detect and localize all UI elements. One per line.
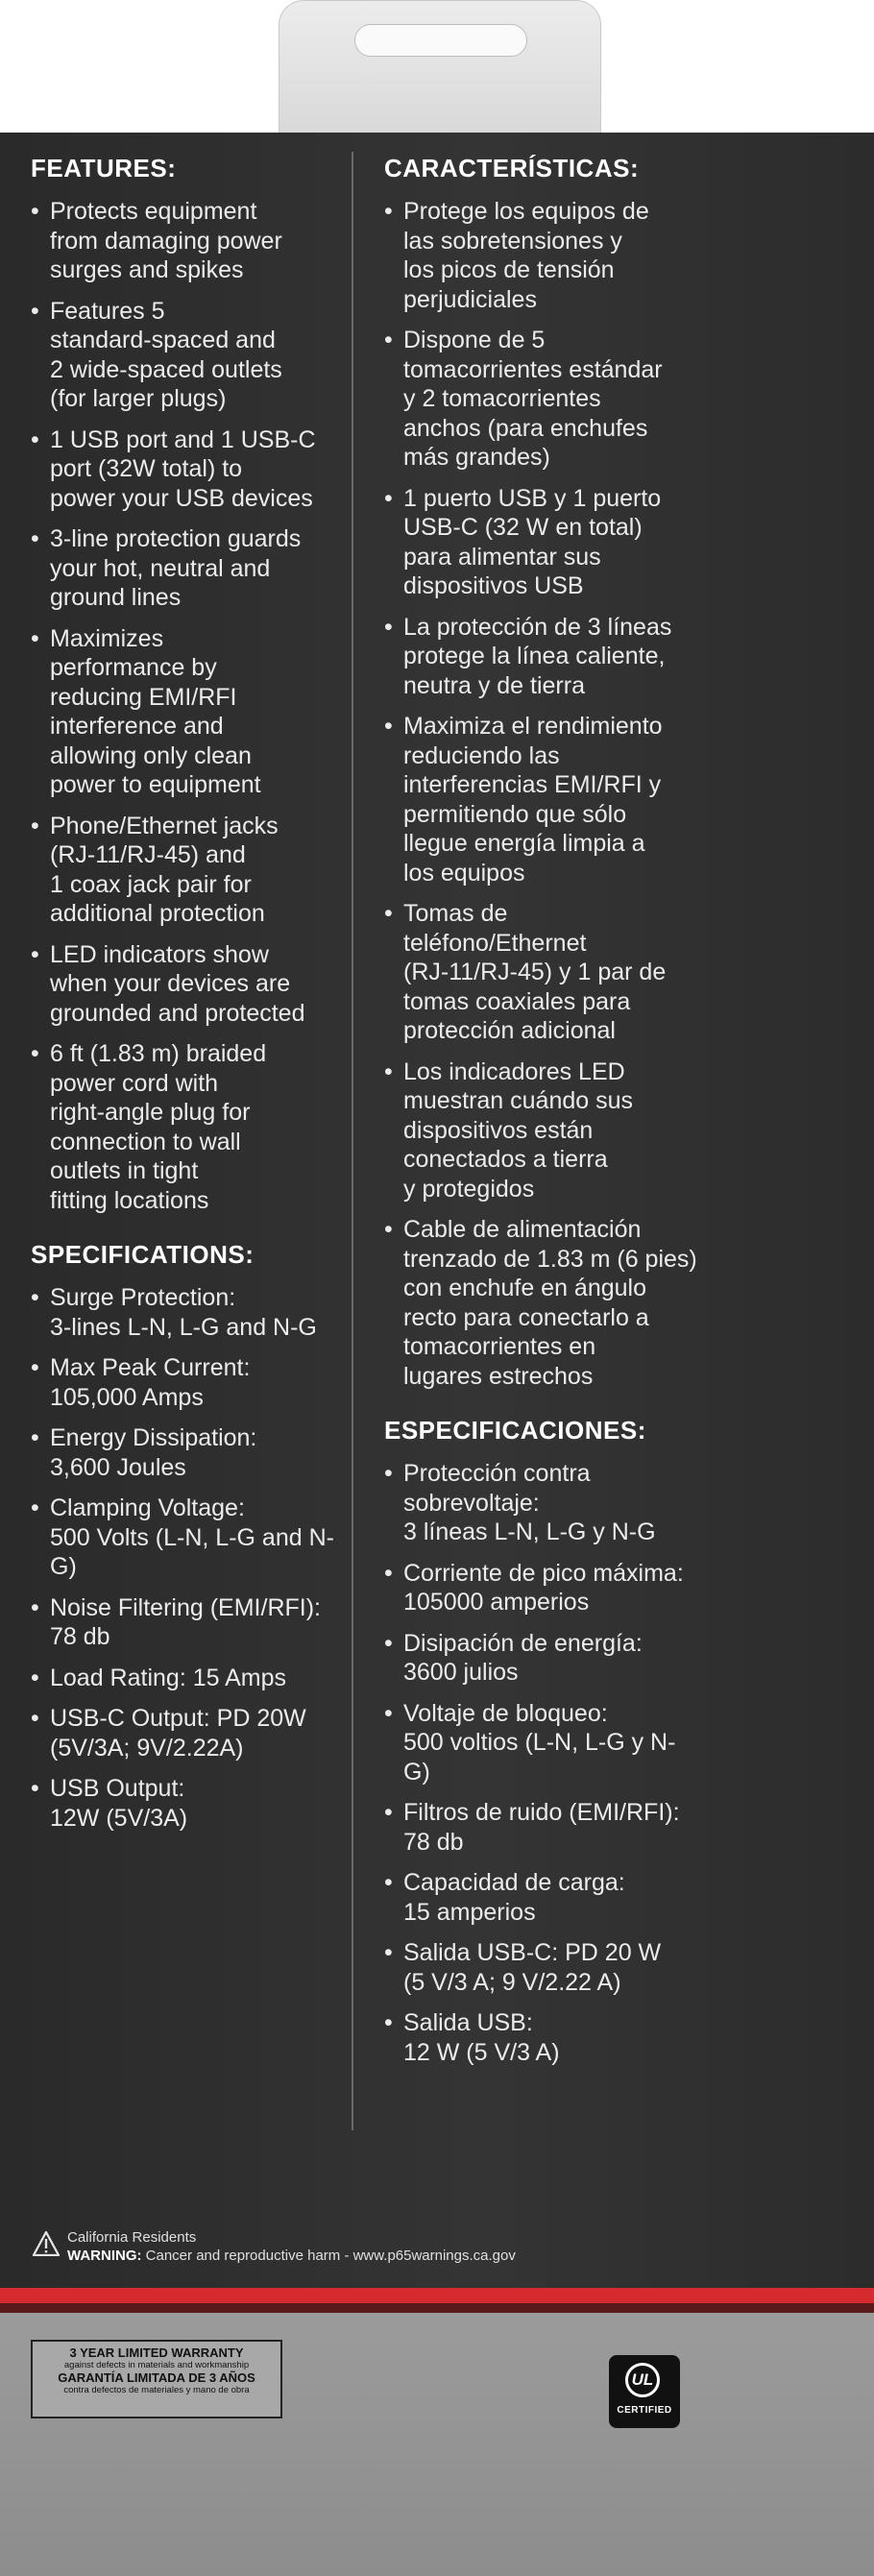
warranty-title: 3 YEAR LIMITED WARRANTY <box>69 2345 244 2360</box>
warranty-sub-es: contra defectos de materiales y mano de obra <box>63 2385 250 2395</box>
list-item: • LED indicators show when your devices are grounded and protected <box>31 940 340 1029</box>
list-item: • Los indicadores LED muestran cuándo sus dispositivos están conectados a tierra y protegidos <box>384 1057 701 1204</box>
warning-triangle-icon <box>33 2231 60 2256</box>
list-item: • Load Rating: 15 Amps <box>31 1664 340 1693</box>
list-item: • Energy Dissipation: 3,600 Joules <box>31 1423 340 1482</box>
list-item: • Maximizes performance by reducing EMI/RFI interference and allowing only clean power to equipment <box>31 624 340 800</box>
list-item: • La protección de 3 líneas protege la línea caliente, neutra y de tierra <box>384 613 701 701</box>
list-item: • Surge Protection: 3-lines L-N, L-G and N-G <box>31 1283 340 1342</box>
list-item: • Protección contra sobrevoltaje: 3 líneas L-N, L-G y N-G <box>384 1459 701 1547</box>
spanish-column <box>384 154 701 2092</box>
list-item: • 1 USB port and 1 USB-C port (32W total) to power your USB devices <box>31 425 340 514</box>
list-item: • Protects equipment from damaging power surges and spikes <box>31 197 340 285</box>
list-item: • Disipación de energía: 3600 julios <box>384 1629 701 1688</box>
list-item: • Features 5 standard-spaced and 2 wide-spaced outlets (for larger plugs) <box>31 297 340 414</box>
warning-text: Cancer and reproductive harm - www.p65warnings.ca.gov <box>141 2248 516 2264</box>
especificaciones-list <box>384 1459 701 2067</box>
list-item: • Capacidad de carga: 15 amperios <box>384 1868 701 1927</box>
warning-line <box>67 2247 516 2265</box>
specifications-heading: SPECIFICATIONS: <box>31 1240 255 1269</box>
list-item: • Salida USB-C: PD 20 W (5 V/3 A; 9 V/2.22 A) <box>384 1938 701 1997</box>
list-item: • Corriente de pico máxima: 105000 amperios <box>384 1559 701 1617</box>
features-heading: FEATURES: <box>31 154 177 182</box>
hang-tab <box>279 0 601 133</box>
warranty-sub-en: against defects in materials and workmanship <box>63 2360 250 2370</box>
hang-hole <box>354 24 527 57</box>
list-item: • 1 puerto USB y 1 puerto USB-C (32 W en total) para alimentar sus dispositivos USB <box>384 484 701 601</box>
warranty-box <box>31 2340 282 2418</box>
features-list <box>31 197 340 1215</box>
list-item: • 6 ft (1.83 m) braided power cord with right-angle plug for connection to wall outlets in tight fitting locations <box>31 1039 340 1215</box>
list-item: • 3-line protection guards your hot, neutral and ground lines <box>31 524 340 613</box>
caracteristicas-heading: CARACTERÍSTICAS: <box>384 154 640 182</box>
list-item: • Clamping Voltage: 500 Volts (L-N, L-G and N-G) <box>31 1494 340 1582</box>
list-item: • Cable de alimentación trenzado de 1.83 m (6 pies) con enchufe en ángulo recto para conectarlo a tomacorrientes en lugares estrechos <box>384 1215 701 1391</box>
list-item: • Dispone de 5 tomacorrientes estándar y 2 tomacorrientes anchos (para enchufes más grandes) <box>384 326 701 473</box>
list-item: • USB Output: 12W (5V/3A) <box>31 1774 340 1833</box>
list-item: • Protege los equipos de las sobretensiones y los picos de tensión perjudiciales <box>384 197 701 314</box>
caracteristicas-list <box>384 197 701 1391</box>
warning-residents: California Residents <box>67 2229 197 2246</box>
list-item: • Max Peak Current: 105,000 Amps <box>31 1353 340 1412</box>
dark-stripe <box>0 2303 874 2313</box>
list-item: • Tomas de teléfono/Ethernet (RJ-11/RJ-45) y 1 par de tomas coaxiales para protección adicional <box>384 899 701 1046</box>
ul-certified-badge <box>609 2355 680 2428</box>
list-item: • Filtros de ruido (EMI/RFI): 78 db <box>384 1798 701 1857</box>
list-item: • Noise Filtering (EMI/RFI): 78 db <box>31 1593 340 1652</box>
warning-label: WARNING: <box>67 2248 142 2264</box>
list-item: • Voltaje de bloqueo: 500 voltios (L-N, L-G y N-G) <box>384 1699 701 1787</box>
column-divider <box>352 152 353 2130</box>
ul-logo-icon: UL <box>625 2363 660 2397</box>
list-item: • Maximiza el rendimiento reduciendo las interferencias EMI/RFI y permitiendo que sólo llegue energía limpia a los equipos <box>384 712 701 887</box>
specifications-list <box>31 1283 340 1833</box>
warranty-title-es: GARANTÍA LIMITADA DE 3 AÑOS <box>58 2370 255 2385</box>
red-stripe <box>0 2288 874 2303</box>
list-item: • USB-C Output: PD 20W (5V/3A; 9V/2.22A) <box>31 1704 340 1762</box>
list-item: • Salida USB: 12 W (5 V/3 A) <box>384 2008 701 2067</box>
english-column <box>31 154 340 1858</box>
ul-certified-label: CERTIFIED <box>617 2405 672 2416</box>
list-item: • Phone/Ethernet jacks (RJ-11/RJ-45) and 1 coax jack pair for additional protection <box>31 812 340 929</box>
especificaciones-heading: ESPECIFICACIONES: <box>384 1416 646 1445</box>
